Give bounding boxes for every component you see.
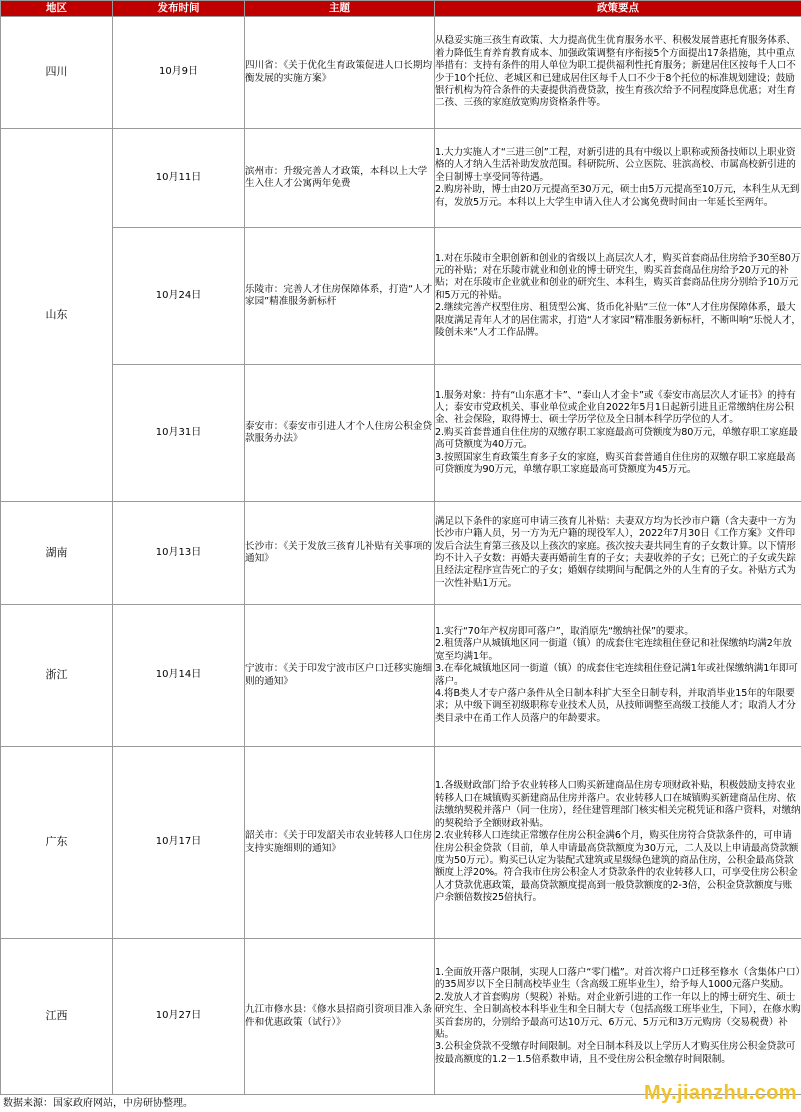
points-cell (435, 747, 801, 939)
points-cell (435, 502, 801, 605)
region-cell: 四川 (1, 17, 113, 129)
table-row (1, 502, 801, 605)
policy-point: 1.各级财政部门给予农业转移人口购买新建商品住房专项财政补贴，积极鼓励支持农业转移人口在城镇购买新建商品住房并落户。农业转移人口在城镇购买新建商品住房、依法缴纳契税并落户（同一住房），经住建管理部门核实相关完税凭证和落户资料，对缴纳的契税给予全额财政补贴。 (435, 780, 801, 829)
policy-point: 3.公积金贷款不受缴存时间限制。对全日制本科及以上学历人才购买住房公积金贷款可按最高额度的1.2－1.5倍系数申请，且不受住房公积金缴存时间限制。 (435, 1041, 796, 1065)
topic-cell: 乐陵市：完善人才住房保障体系，打造“人才家园”精准服务新标杆 (245, 228, 435, 365)
topic-cell: 韶关市：《关于印发韶关市农业转移人口住房支持实施细则的通知》 (245, 747, 435, 939)
header-date: 发布时间 (113, 1, 245, 17)
date-cell: 10月24日 (113, 228, 245, 365)
date-cell: 10月14日 (113, 605, 245, 747)
policy-point: 从稳妥实施三孩生育政策、大力提高优生优育服务水平、积极发展普惠托育服务体系、着力降低生育养育教育成本、加强政策调整有序衔接5个方面提出17条措施，其中重点举措有：支持有条件的用人单位为职工提供福利性托育服务；新建居住区按每千人口不少于10个托位、老城区和已建成居住区每千人口不少于8个托位的标准规划建设；鼓励银行机构为符合条件的夫妻提供消费贷款，按生育孩次给予不同程度降息优惠；对生育二孩、三孩的家庭放宽购房资格条件等。 (435, 35, 796, 109)
policy-point: 2.购买首套普通自住住房的双缴存职工家庭最高可贷额度为80万元，单缴存职工家庭最高可贷额度为40万元。 (435, 426, 798, 451)
header-topic: 主题 (245, 1, 435, 17)
points-cell (435, 365, 801, 502)
date-cell: 10月27日 (113, 939, 245, 1095)
table-row (1, 939, 801, 1095)
policy-point: 4.将B类人才专户落户条件从全日制本科扩大至全日制专科，并取消毕业15年的年限要求；从中级下调至初级职称专业技术人员，从技师调整至高级工技能人才；取消人才分类目录中在甬工作人员落户的年龄要求。 (435, 687, 796, 724)
policy-point: 2.购房补助，博士由20万元提高至30万元，硕士由5万元提高至10万元，本科生从无到有，发放5万元。本科以上大学生申请入住人才公寓免费时间由一年延长至两年。 (435, 184, 800, 208)
header-points: 政策要点 (435, 1, 801, 17)
policy-point: 1.全面放开落户限制，实现人口落户“零门槛”。对首次将户口迁移至修水（含集体户口）的35周岁以下全日制高校毕业生（含高级工班毕业生），给予每人1000元落户奖励。 (435, 966, 801, 991)
points-cell (435, 17, 801, 129)
date-cell: 10月31日 (113, 365, 245, 502)
topic-cell: 九江市修水县：《修水县招商引资项目准入条件和优惠政策（试行）》 (245, 939, 435, 1095)
region-cell: 广东 (1, 747, 113, 939)
policy-point: 1.实行“70年产权房即可落户”，取消原先“缴纳社保”的要求。 (435, 625, 694, 637)
date-cell: 10月9日 (113, 17, 245, 129)
region-cell: 湖南 (1, 502, 113, 605)
region-cell: 浙江 (1, 605, 113, 747)
policy-point: 2.发放人才首套购房（契税）补贴。对企业新引进的工作一年以上的博士研究生、硕士研究生、全日制高校本科毕业生和全日制大专（包括高级工班毕业生，下同），在修水购买首套房的，分别给予最高可达10万元、6万元、5万元和3万元购房（交易税费）补贴。 (435, 991, 801, 1040)
topic-cell: 泰安市：《泰安市引进人才个人住房公积金贷款服务办法》 (245, 365, 435, 502)
policy-point: 3.在奉化城镇地区同一街道（镇）的成套住宅连续租住登记满1年或社保缴纳满1年即可落户。 (435, 663, 798, 687)
points-cell (435, 605, 801, 747)
table-header-row (1, 1, 801, 17)
region-cell: 山东 (1, 129, 113, 502)
date-cell: 10月13日 (113, 502, 245, 605)
table-row (1, 228, 801, 365)
policy-point: 3.按照国家生育政策生育多子女的家庭，购买首套普通自住住房的双缴存职工家庭最高可贷额度为90万元，单缴存职工家庭最高可贷额度为45万元。 (435, 451, 796, 476)
table-row (1, 747, 801, 939)
site-watermark: My.jianzhu.com (643, 1082, 797, 1104)
points-cell (435, 939, 801, 1095)
policy-point: 1.对在乐陵市全职创新和创业的省级以上高层次人才，购买首套商品住房给予30至80万元的补贴；对在乐陵市就业和创业的博士研究生，购买首套商品住房给予20万元的补贴；对在乐陵市企业就业和创业的研究生、本科生，购买首套商品住房分别给予10万元和5万元的补贴。 (435, 252, 801, 301)
policy-point: 2.农业转移人口连续正常缴存住房公积金满6个月，购买住房符合贷款条件的，可申请住房公积金贷款（目前，单人申请最高贷款额度为30万元，二人及以上申请最高贷款额度为50万元）。购买已认定为装配式建筑或星级绿色建筑的商品住房，公积金最高贷款额度上浮20%。符合我市住房公积金人才贷款条件的农业转移人口，可享受住房公积金人才贷款优惠政策，最高贷款额度提高到一般贷款额度的2-3倍，公积金贷款额度与账户余额倍数按25倍执行。 (435, 830, 799, 904)
table-row (1, 17, 801, 129)
points-cell (435, 228, 801, 365)
data-source-note: 数据来源：国家政府网站，中房研协整理。 (3, 1098, 193, 1109)
header-region: 地区 (1, 1, 113, 17)
region-cell: 江西 (1, 939, 113, 1095)
date-cell: 10月17日 (113, 747, 245, 939)
policy-point: 1.服务对象：持有“山东惠才卡”、“泰山人才金卡”或《泰安市高层次人才证书》的持有人；泰安市党政机关、事业单位或企业自2022年5月1日起新引进且正常缴纳住房公积金、社会保险，取得博士、硕士学历学位及全日制本科学历学位的人才。 (435, 389, 796, 426)
policy-point: 1.大力实施人才“三进三创”工程，对新引进的具有中级以上职称或预备技师以上职业资格的人才纳入生活补助发放范围。科研院所、公立医院、驻滨高校、市属高校新引进的全日制博士享受同等待遇。 (435, 146, 796, 183)
topic-cell: 四川省：《关于优化生育政策促进人口长期均衡发展的实施方案》 (245, 17, 435, 129)
topic-cell: 长沙市：《关于发放三孩育儿补贴有关事项的通知》 (245, 502, 435, 605)
points-cell (435, 129, 801, 228)
policy-point: 2.继续完善产权型住房、租赁型公寓、货币化补贴“三位一体”人才住房保障体系，最大限度满足青年人才的居住需求，打造“人才家园”精准服务新标杆，不断叫响“乐悦人才，陵创未来”人才工作品牌。 (435, 302, 801, 339)
table-row (1, 605, 801, 747)
topic-cell: 宁波市：《关于印发宁波市区户口迁移实施细则的通知》 (245, 605, 435, 747)
date-cell: 10月11日 (113, 129, 245, 228)
policy-point: 2.租赁落户从城镇地区同一街道（镇）的成套住宅连续租住登记和社保缴纳均满2年放宽至均满1年。 (435, 638, 792, 662)
table-row (1, 129, 801, 228)
table-row (1, 365, 801, 502)
topic-cell: 滨州市：升级完善人才政策，本科以上大学生入住人才公寓两年免费 (245, 129, 435, 228)
policy-point: 满足以下条件的家庭可申请三孩育儿补贴：夫妻双方均为长沙市户籍（含夫妻中一方为长沙市户籍人员，另一方为无户籍的现役军人），2022年7月30日《工作方案》文件印发后合法生育第三孩及以上孩次的家庭。孩次按夫妻共同生育的子女数计算。以下情形均不计入子女数：再婚夫妻再婚前生育的子女；夫妻收养的子女；已死亡的子女或失踪且经法定程序宣告死亡的子女；婚姻存续期间与配偶之外的人生育的子女。补贴方式为一次性补贴1万元。 (435, 515, 796, 589)
